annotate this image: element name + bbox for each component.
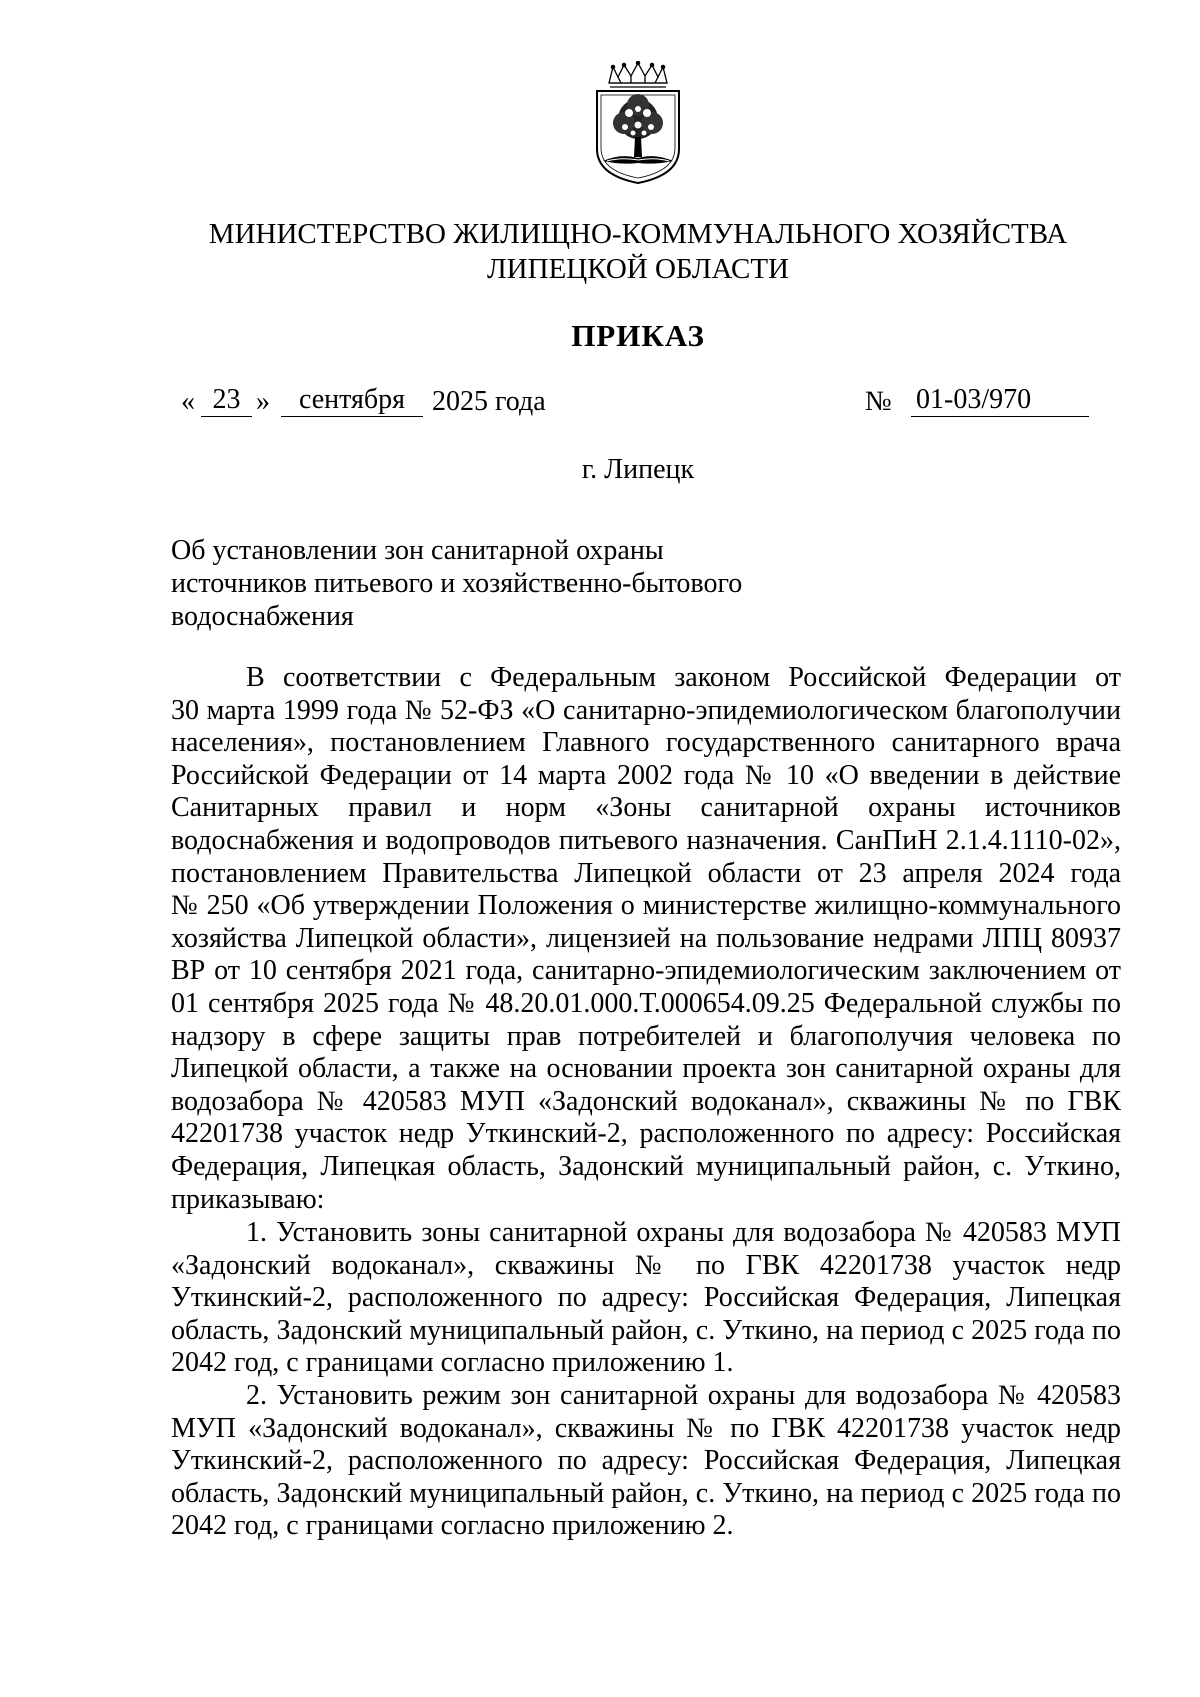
text-line: Уткинский-2, расположенного по адресу: Российская Федерация, Липецкая <box>171 1445 1121 1477</box>
date-close-quote: » <box>256 386 270 417</box>
subject-line: Об установлении зон санитарной охраны <box>171 535 664 566</box>
date-day: 23 <box>201 384 252 417</box>
text-line: водозабора № 420583 МУП «Задонский водоканал», скважины № по ГВК <box>171 1085 1121 1117</box>
text-line: 2. Установить режим зон санитарной охраны для водозабора № 420583 <box>246 1380 1121 1411</box>
order-item-1 <box>171 1217 1121 1380</box>
date-year: 2025 года <box>432 386 546 417</box>
date-month: сентября <box>281 384 423 417</box>
text-line: Уткинский-2, расположенного по адресу: Российская Федерация, Липецкая <box>171 1282 1121 1314</box>
text-line: хозяйства Липецкой области», лицензией на пользование недрами ЛПЦ 80937 <box>171 922 1121 954</box>
text-line: область, Задонский муниципальный район, с. Уткино, на период с 2025 года по <box>171 1314 1121 1346</box>
ministry-name-line-1: МИНИСТЕРСТВО ЖИЛИЩНО-КОММУНАЛЬНОГО ХОЗЯЙСТВА <box>208 218 1068 250</box>
order-item-2 <box>171 1380 1121 1543</box>
text-line: «Задонский водоканал», скважины № по ГВК 42201738 участок недр <box>171 1249 1121 1281</box>
subject-line: источников питьевого и хозяйственно-бытового <box>171 568 743 599</box>
text-line: область, Задонский муниципальный район, с. Уткино, на период с 2025 года по <box>171 1477 1121 1509</box>
lipetsk-oblast-coat-of-arms-icon <box>591 61 685 185</box>
ministry-name-line-2: ЛИПЕЦКОЙ ОБЛАСТИ <box>486 253 789 285</box>
document-number: 01-03/970 <box>911 384 1089 417</box>
text-line: В соответствии с Федеральным законом Российской Федерации от <box>246 662 1121 693</box>
text-line: Федерация, Липецкая область, Задонский муниципальный район, с. Уткино, <box>171 1150 1121 1182</box>
text-line: ВР от 10 сентября 2021 года, санитарно-эпидемиологическим заключением от <box>171 955 1121 987</box>
text-line: 1. Установить зоны санитарной охраны для водозабора № 420583 МУП <box>246 1217 1121 1248</box>
city-line: г. Липецк <box>581 454 695 485</box>
subject-line: водоснабжения <box>171 601 354 632</box>
date-number-row <box>0 384 1200 420</box>
text-line: 01 сентября 2025 года № 48.20.01.000.Т.000654.09.25 Федеральной службы по <box>171 987 1121 1019</box>
document-type-title: ПРИКАЗ <box>571 318 705 353</box>
text-line: надзору в сфере защиты прав потребителей и благополучия человека по <box>171 1020 1121 1052</box>
number-sign: № <box>865 386 892 417</box>
text-line: постановлением Правительства Липецкой области от 23 апреля 2024 года <box>171 857 1121 889</box>
text-line: водоснабжения и водопроводов питьевого назначения. СанПиН 2.1.4.1110-02», <box>171 824 1121 856</box>
date-open-quote: « <box>181 386 195 417</box>
text-line: Санитарных правил и норм «Зоны санитарной охраны источников <box>171 792 1121 824</box>
text-line: Липецкой области, а также на основании проекта зон санитарной охраны для <box>171 1053 1121 1085</box>
text-line: Российской Федерации от 14 марта 2002 года № 10 «О введении в действие <box>171 759 1121 791</box>
text-line: населения», постановлением Главного государственного санитарного врача <box>171 727 1121 759</box>
text-line: 30 марта 1999 года № 52-ФЗ «О санитарно-эпидемиологическом благополучии <box>171 694 1121 726</box>
text-line: МУП «Задонский водоканал», скважины № по ГВК 42201738 участок недр <box>171 1412 1121 1444</box>
text-line: № 250 «Об утверждении Положения о министерстве жилищно-коммунального <box>171 890 1121 922</box>
order-subject <box>171 534 791 633</box>
text-line: 42201738 участок недр Уткинский-2, расположенного по адресу: Российская <box>171 1118 1121 1150</box>
text-line: приказываю: <box>171 1183 325 1215</box>
text-line: 2042 год, с границами согласно приложению 2. <box>171 1510 734 1542</box>
preamble-paragraph <box>171 662 1121 1216</box>
text-line: 2042 год, с границами согласно приложению 1. <box>171 1347 734 1379</box>
